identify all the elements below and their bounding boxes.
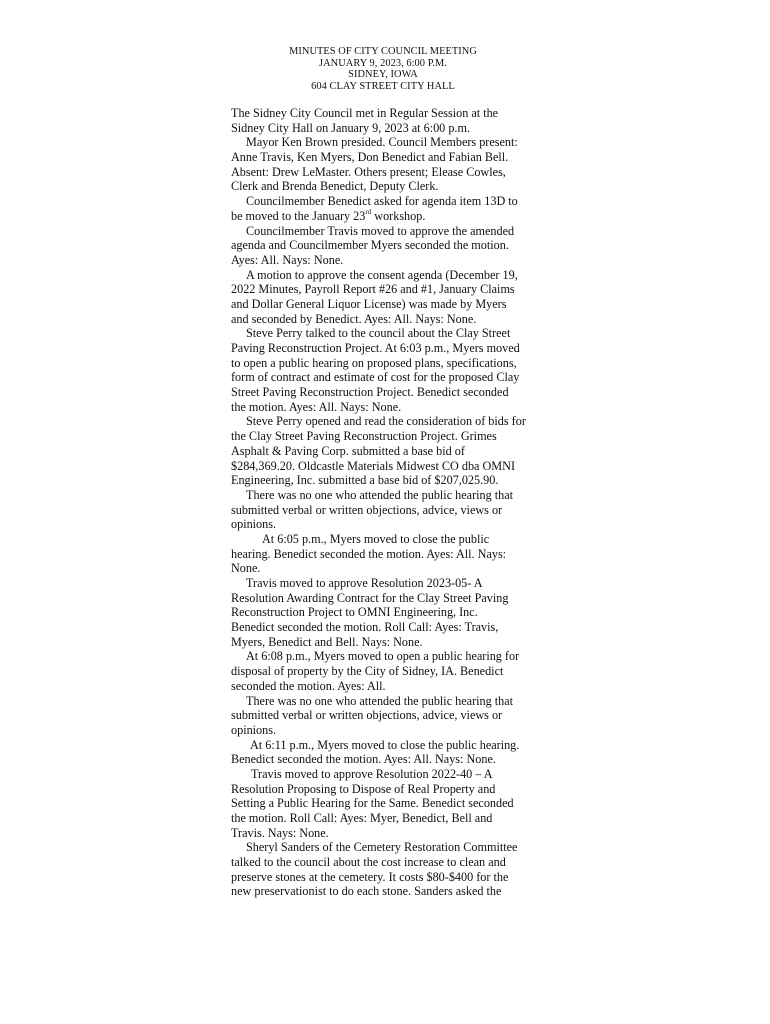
body-line: The Sidney City Council met in Regular Session at the [231, 106, 499, 120]
body-line: Steve Perry talked to the council about the Clay Street [246, 326, 511, 341]
body-line: 2022 Minutes, Payroll Report #26 and #1, January Claims [231, 282, 515, 297]
body-line: Street Paving Reconstruction Project. Benedict seconded [231, 385, 509, 400]
body-line: Councilmember Travis moved to approve the amended [246, 223, 515, 238]
body-line: form of contract and estimate of cost for the proposed Clay [231, 370, 520, 385]
body-line: Setting a Public Hearing for the Same. Benedict seconded [231, 796, 514, 811]
header-city: SIDNEY, IOWA [348, 69, 418, 81]
body-line: Benedict seconded the motion. Roll Call: Ayes: Travis, [231, 620, 499, 635]
body-line: Benedict seconded the motion. Ayes: All. Nays: None. [231, 752, 496, 767]
body-line: Travis moved to approve Resolution 2022-40 – A [251, 766, 493, 781]
body-line: Absent: Drew LeMaster. Others present; Elease Cowles, [231, 164, 506, 179]
body-line: opinions. [231, 722, 277, 737]
body-line: At 6:08 p.m., Myers moved to open a public hearing for [246, 649, 520, 664]
minutes-header [230, 46, 536, 93]
body-line: Clerk and Brenda Benedict, Deputy Clerk. [231, 179, 439, 194]
body-line: and Dollar General Liquor License) was made by Myers [231, 296, 507, 311]
body-line: the Clay Street Paving Reconstruction Project. Grimes [231, 429, 497, 444]
body-line: disposal of property by the City of Sidney, IA. Benedict [231, 664, 504, 679]
body-line-text: be moved to the January 23 [231, 208, 366, 223]
body-line: to open a public hearing on proposed plans, specifications, [231, 355, 517, 370]
body-line: Mayor Ken Brown presided. Council Members present: [246, 135, 518, 150]
body-line: Councilmember Benedict asked for agenda item 13D to [246, 194, 518, 209]
body-line: preserve stones at the cemetery. It costs $80-$400 for the [231, 869, 509, 884]
body-line-text: workshop. [371, 208, 426, 223]
body-line: At 6:05 p.m., Myers moved to close the public [262, 531, 490, 546]
body-line [231, 209, 551, 224]
body-line: the motion. Ayes: All. Nays: None. [231, 399, 402, 414]
body-line: Travis. Nays: None. [231, 825, 329, 840]
body-line: There was no one who attended the public hearing that [246, 487, 514, 502]
body-line: opinions. [231, 517, 277, 532]
body-line: Resolution Awarding Contract for the Clay Street Paving [231, 590, 509, 605]
body-line: new preservationist to do each stone. Sanders asked the [231, 884, 502, 899]
body-line: Anne Travis, Ken Myers, Don Benedict and Fabian Bell. [231, 150, 509, 165]
header-title: MINUTES OF CITY COUNCIL MEETING [289, 46, 477, 57]
body-line: submitted verbal or written objections, advice, views or [231, 708, 503, 723]
body-line: submitted verbal or written objections, advice, views or [231, 502, 503, 517]
body-line: hearing. Benedict seconded the motion. Ayes: All. Nays: [231, 546, 507, 561]
body-line: talked to the council about the cost increase to clean and [231, 855, 506, 870]
body-line: Ayes: All. Nays: None. [231, 252, 344, 267]
body-line: Engineering, Inc. submitted a base bid of $207,025.90. [231, 473, 499, 488]
body-line: Resolution Proposing to Dispose of Real Property and [231, 781, 496, 796]
body-line: Paving Reconstruction Project. At 6:03 p.m., Myers moved [231, 341, 520, 355]
body-line: Sheryl Sanders of the Cemetery Restoration Committee [246, 840, 518, 855]
body-line: None. [231, 561, 261, 576]
body-line: Asphalt & Paving Corp. submitted a base bid of [231, 443, 465, 458]
body-line: and seconded by Benedict. Ayes: All. Nays: None. [231, 311, 477, 326]
body-line: Sidney City Hall on January 9, 2023 at 6:00 p.m. [231, 120, 470, 135]
body-line: Myers, Benedict and Bell. Nays: None. [231, 634, 423, 649]
body-line: Reconstruction Project to OMNI Engineering, Inc. [231, 605, 478, 620]
body-line: the motion. Roll Call: Ayes: Myer, Benedict, Bell and [231, 811, 493, 825]
body-line: There was no one who attended the public hearing that [246, 693, 514, 708]
header-date: JANUARY 9, 2023, 6:00 P.M. [319, 57, 447, 69]
ordinal-suffix: rd [365, 207, 372, 216]
header-address: 604 CLAY STREET CITY HALL [311, 81, 455, 93]
body-line: $284,369.20. Oldcastle Materials Midwest CO dba OMNI [231, 458, 515, 473]
body-line: A motion to approve the consent agenda (December 19, [246, 267, 518, 282]
body-line: At 6:11 p.m., Myers moved to close the public hearing. [250, 737, 520, 752]
body-line: Steve Perry opened and read the consideration of bids for [246, 414, 526, 429]
minutes-body [231, 106, 551, 899]
body-line: seconded the motion. Ayes: All. [231, 678, 386, 693]
body-line: agenda and Councilmember Myers seconded the motion. [231, 238, 509, 253]
body-line: Travis moved to approve Resolution 2023-05- A [246, 576, 483, 590]
